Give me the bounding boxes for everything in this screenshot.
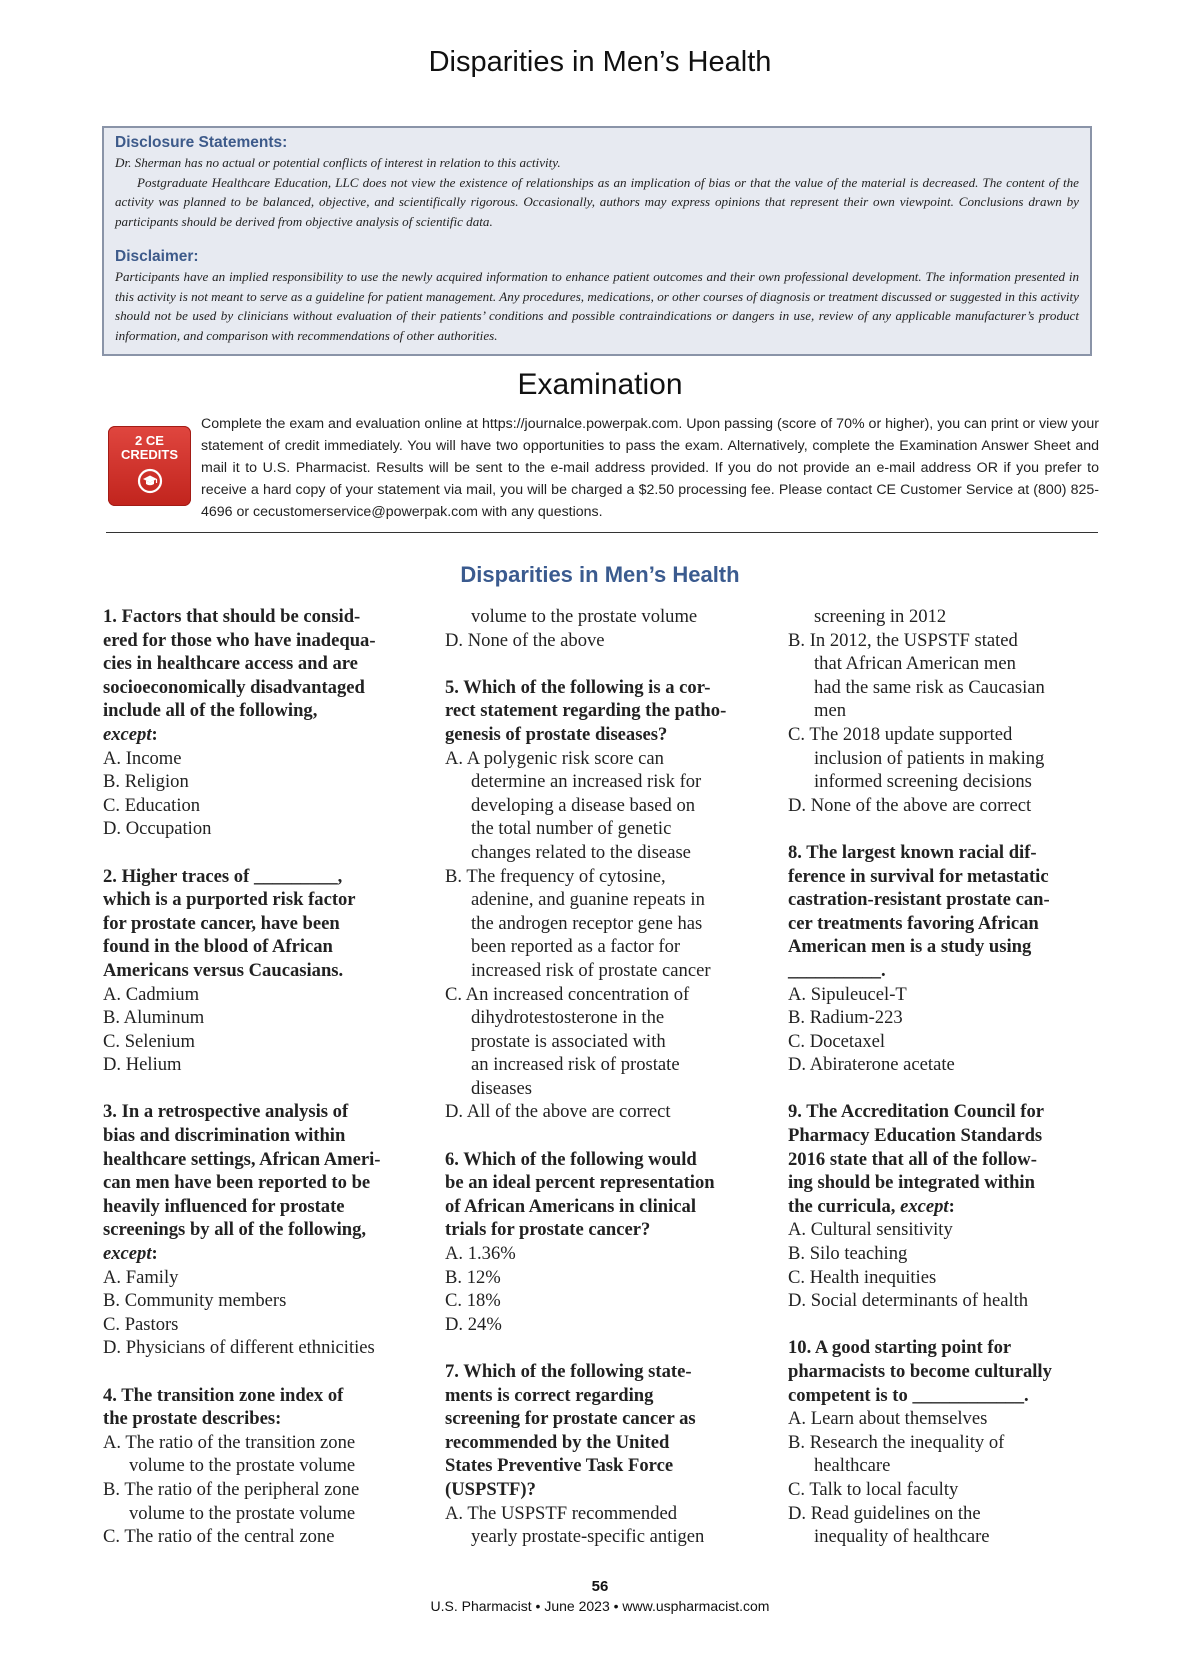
answer-option[interactable]: C. Talk to local faculty [788, 1478, 959, 1500]
answer-option-continued: had the same risk as Caucasian [814, 676, 1045, 698]
answer-option[interactable]: D. Social determinants of health [788, 1290, 1029, 1312]
disclosure-box [102, 126, 1092, 356]
answer-option[interactable]: A. Cultural sensitivity [788, 1219, 953, 1241]
answer-option[interactable]: C. Docetaxel [788, 1030, 886, 1052]
answer-option-continued: inclusion of patients in making [814, 747, 1045, 769]
question-8-stem: ference in survival for metastatic [788, 865, 1049, 887]
disclosure-statement-text: Postgraduate Healthcare Education, LLC does not view the existence of relationships as an implication of bias or that the value of the material is decreased. The content of the activity was planned to be balanced, objective, and scientifically rigorous. Occasionally, authors may express opinions that represent their own viewpoint. Conclusions drawn by participants should be derived from objective analysis of scientific data. [115, 174, 1079, 229]
question-4-stem: 4. The transition zone index of [103, 1384, 344, 1406]
question-9-stem: 9. The Accreditation Council for [788, 1101, 1044, 1123]
question-1-stem: ered for those who have inadequa- [103, 629, 376, 651]
answer-option[interactable]: A. Learn about themselves [788, 1408, 988, 1430]
question-5-stem: 5. Which of the following is a cor- [445, 676, 711, 698]
disclosure-heading: Disclosure Statements: [115, 134, 288, 151]
question-7-stem: screening for prostate cancer as [445, 1408, 696, 1430]
answer-option[interactable]: B. Research the inequality of [788, 1431, 1005, 1453]
question-6-stem: trials for prostate cancer? [445, 1219, 651, 1241]
answer-option[interactable]: A. Sipuleucel-T [788, 983, 907, 1005]
answer-option-continued: volume to the prostate volume [471, 606, 698, 627]
answer-option[interactable]: B. 12% [445, 1266, 501, 1288]
question-8-stem: American men is a study using [788, 936, 1032, 958]
page-number: 56 [591, 1578, 609, 1595]
question-2-stem: Americans versus Caucasians. [103, 959, 344, 981]
question-8-stem: cer treatments favoring African [788, 912, 1039, 934]
quiz-title: Disparities in Men’s Health [460, 562, 740, 587]
question-1-stem: include all of the following, [103, 700, 318, 722]
question-5 [445, 676, 765, 1124]
section-divider [106, 532, 1098, 533]
ce-badge-line1: 2 CE [135, 433, 164, 448]
question-10 [788, 1336, 1088, 1548]
question-9-stem: ing should be integrated within [788, 1172, 1035, 1194]
answer-option[interactable]: A. Income [103, 747, 182, 769]
question-8-stem: castration-resistant prostate can- [788, 889, 1050, 911]
answer-option-continued: an increased risk of prostate [471, 1054, 680, 1076]
exam-instructions: Complete the exam and evaluation online at https://journalce.powerpak.com. Upon passing (score of 70% or higher), you can print or view your statement of credit immediately. You will have two opportunities to pass the exam. Alternatively, complete the Examination Answer Sheet and mail it to U.S. Pharmacist. Results will be sent to the e-mail address provided. If you do not provide an e-mail address OR if you prefer to receive a hard copy of your statement via mail, you will be charged a $2.50 processing fee. Please contact CE Customer Service at (800) 825-4696 or cecustomerservice@powerpak.com with any questions. [201, 416, 1099, 520]
answer-option[interactable]: A. 1.36% [445, 1243, 516, 1265]
question-7 [445, 1360, 765, 1549]
answer-option[interactable]: B. Silo teaching [788, 1243, 908, 1265]
answer-option[interactable]: A. Cadmium [103, 983, 200, 1005]
answer-option[interactable]: D. All of the above are correct [445, 1101, 671, 1123]
answer-option-continued: determine an increased risk for [471, 771, 702, 793]
except-text: except [103, 723, 152, 745]
answer-option[interactable]: A. Family [103, 1266, 179, 1288]
answer-option-continued: screening in 2012 [814, 606, 947, 627]
question-7-stem: 7. Which of the following state- [445, 1361, 692, 1382]
answer-option[interactable]: B. Aluminum [103, 1007, 205, 1029]
disclosure-conflict-text: Dr. Sherman has no actual or potential conflicts of interest in relation to this activity. [115, 155, 561, 170]
answer-option[interactable]: B. The ratio of the peripheral zone [103, 1478, 360, 1500]
answer-option-continued: been reported as a factor for [471, 936, 681, 958]
quiz-column-3 [788, 605, 1088, 1549]
answer-option[interactable]: C. An increased concentration of [445, 983, 690, 1005]
question-1-stem: 1. Factors that should be consid- [103, 606, 361, 627]
question-2-stem: found in the blood of African [103, 936, 333, 958]
answer-option[interactable]: C. The 2018 update supported [788, 723, 1013, 745]
ce-credits-badge [108, 426, 191, 506]
question-3-stem [103, 1242, 421, 1266]
answer-option[interactable]: A. A polygenic risk score can [445, 747, 664, 769]
question-10-stem: competent is to ____________. [788, 1384, 1029, 1406]
punctuation: : [151, 723, 158, 745]
exam-title: Examination [517, 368, 683, 401]
except-text: except [103, 1243, 152, 1265]
answer-option-continued: increased risk of prostate cancer [471, 959, 711, 981]
answer-option-continued: adenine, and guanine repeats in [471, 889, 705, 911]
answer-option-continued: dihydrotestosterone in the [471, 1007, 665, 1029]
question-3-stem: 3. In a retrospective analysis of [103, 1101, 349, 1123]
question-10-stem: 10. A good starting point for [788, 1337, 1012, 1359]
question-9-stem [788, 1195, 1088, 1219]
answer-option[interactable]: C. Health inequities [788, 1266, 937, 1288]
question-3-stem: healthcare settings, African Ameri- [103, 1148, 381, 1170]
answer-option[interactable]: D. Abiraterone acetate [788, 1054, 955, 1076]
answer-option[interactable]: B. Community members [103, 1290, 287, 1312]
answer-option[interactable]: B. In 2012, the USPSTF stated [788, 629, 1018, 651]
footer-text: U.S. Pharmacist • June 2023 • www.uspharmacist.com [430, 1598, 770, 1614]
answer-option-continued: developing a disease based on [471, 794, 696, 816]
answer-option[interactable]: C. Pastors [103, 1313, 179, 1335]
question-4-continued [445, 605, 765, 652]
answer-option[interactable]: D. None of the above [445, 629, 605, 651]
answer-option-continued: volume to the prostate volume [129, 1502, 356, 1524]
answer-option-continued: yearly prostate-specific antigen [471, 1526, 705, 1548]
question-1-stem: socioeconomically disadvantaged [103, 676, 365, 698]
page-title: Disparities in Men’s Health [428, 46, 772, 78]
answer-option-continued: prostate is associated with [471, 1030, 666, 1052]
question-3 [103, 1100, 421, 1360]
question-4 [103, 1384, 421, 1549]
question-9-stem: 2016 state that all of the follow- [788, 1148, 1037, 1170]
question-7-continued [788, 605, 1088, 817]
answer-option-continued: changes related to the disease [471, 841, 691, 863]
question-7-stem: States Preventive Task Force [445, 1455, 674, 1477]
answer-option[interactable]: A. The USPSTF recommended [445, 1502, 678, 1524]
question-8-stem: 8. The largest known racial dif- [788, 841, 1037, 863]
question-7-stem: ments is correct regarding [445, 1384, 654, 1406]
question-10-stem: pharmacists to become culturally [788, 1361, 1052, 1382]
question-7-stem: recommended by the United [445, 1431, 670, 1453]
question-6-stem: of African Americans in clinical [445, 1195, 696, 1217]
question-9-stem: Pharmacy Education Standards [788, 1125, 1043, 1147]
disclaimer-text: Participants have an implied responsibility to use the newly acquired information to enhance patient outcomes and their own professional development. The information presented in this activity is not meant to serve as a guideline for patient management. Any procedures, medications, or other courses of diagnosis or treatment discussed or suggested in this activity should not be used by clinicians without evaluation of their patients’ conditions and possible contraindications or dangers in use, review of any applicable manufacturer’s product information, and comparison with recommendations of other authorities. [115, 269, 1079, 343]
answer-option-continued: volume to the prostate volume [129, 1455, 356, 1477]
answer-option[interactable]: C. The ratio of the central zone [103, 1526, 335, 1548]
answer-option[interactable]: D. Read guidelines on the [788, 1502, 981, 1524]
punctuation: : [151, 1243, 158, 1265]
question-6-stem: 6. Which of the following would [445, 1148, 697, 1170]
question-8 [788, 841, 1088, 1077]
answer-option-continued: healthcare [814, 1455, 891, 1477]
answer-option[interactable]: D. None of the above are correct [788, 794, 1032, 816]
question-2 [103, 865, 421, 1077]
answer-option[interactable]: A. The ratio of the transition zone [103, 1431, 356, 1453]
answer-option[interactable]: B. The frequency of cytosine, [445, 865, 666, 887]
ce-badge-line2: CREDITS [120, 447, 179, 462]
quiz-column-2 [445, 605, 765, 1549]
answer-option[interactable]: D. Helium [103, 1054, 182, 1076]
question-6-stem: be an ideal percent representation [445, 1172, 715, 1194]
question-3-stem: screenings by all of the following, [103, 1219, 367, 1241]
answer-option-continued: diseases [471, 1077, 532, 1099]
question-3-stem: heavily influenced for prostate [103, 1195, 345, 1217]
answer-option[interactable]: D. 24% [445, 1313, 502, 1335]
question-6 [445, 1148, 765, 1337]
graduation-cap-icon [136, 467, 164, 495]
answer-option-continued: the total number of genetic [471, 818, 672, 840]
except-text: except [900, 1195, 949, 1217]
question-1 [103, 605, 421, 841]
stem-text: the curricula, [788, 1195, 896, 1217]
answer-option[interactable]: C. Selenium [103, 1030, 195, 1052]
question-1-stem [103, 723, 421, 747]
question-3-stem: can men have been reported to be [103, 1172, 371, 1194]
answer-option-continued: informed screening decisions [814, 771, 1032, 793]
answer-option[interactable]: B. Radium-223 [788, 1007, 903, 1029]
question-8-stem: __________. [788, 959, 886, 981]
answer-option[interactable]: B. Religion [103, 771, 189, 793]
answer-option-continued: the androgen receptor gene has [471, 912, 703, 934]
question-3-stem: bias and discrimination within [103, 1125, 346, 1147]
punctuation: : [948, 1195, 955, 1217]
question-1-stem: cies in healthcare access and are [103, 653, 358, 675]
answer-option-continued: men [814, 700, 847, 722]
question-5-stem: genesis of prostate diseases? [445, 723, 668, 745]
quiz-column-1 [103, 605, 421, 1549]
question-5-stem: rect statement regarding the patho- [445, 700, 727, 722]
answer-option[interactable]: C. Education [103, 794, 201, 816]
answer-option-continued: that African American men [814, 653, 1016, 675]
question-2-stem: 2. Higher traces of _________, [103, 865, 343, 887]
question-2-stem: for prostate cancer, have been [103, 912, 340, 934]
question-7-stem: (USPSTF)? [445, 1478, 536, 1500]
question-9 [788, 1100, 1088, 1312]
answer-option-continued: inequality of healthcare [814, 1526, 990, 1548]
answer-option[interactable]: C. 18% [445, 1290, 501, 1312]
answer-option[interactable]: D. Occupation [103, 818, 212, 840]
answer-option[interactable]: D. Physicians of different ethnicities [103, 1337, 375, 1359]
disclaimer-heading: Disclaimer: [115, 248, 199, 265]
question-4-stem: the prostate describes: [103, 1408, 282, 1430]
question-2-stem: which is a purported risk factor [103, 889, 356, 911]
